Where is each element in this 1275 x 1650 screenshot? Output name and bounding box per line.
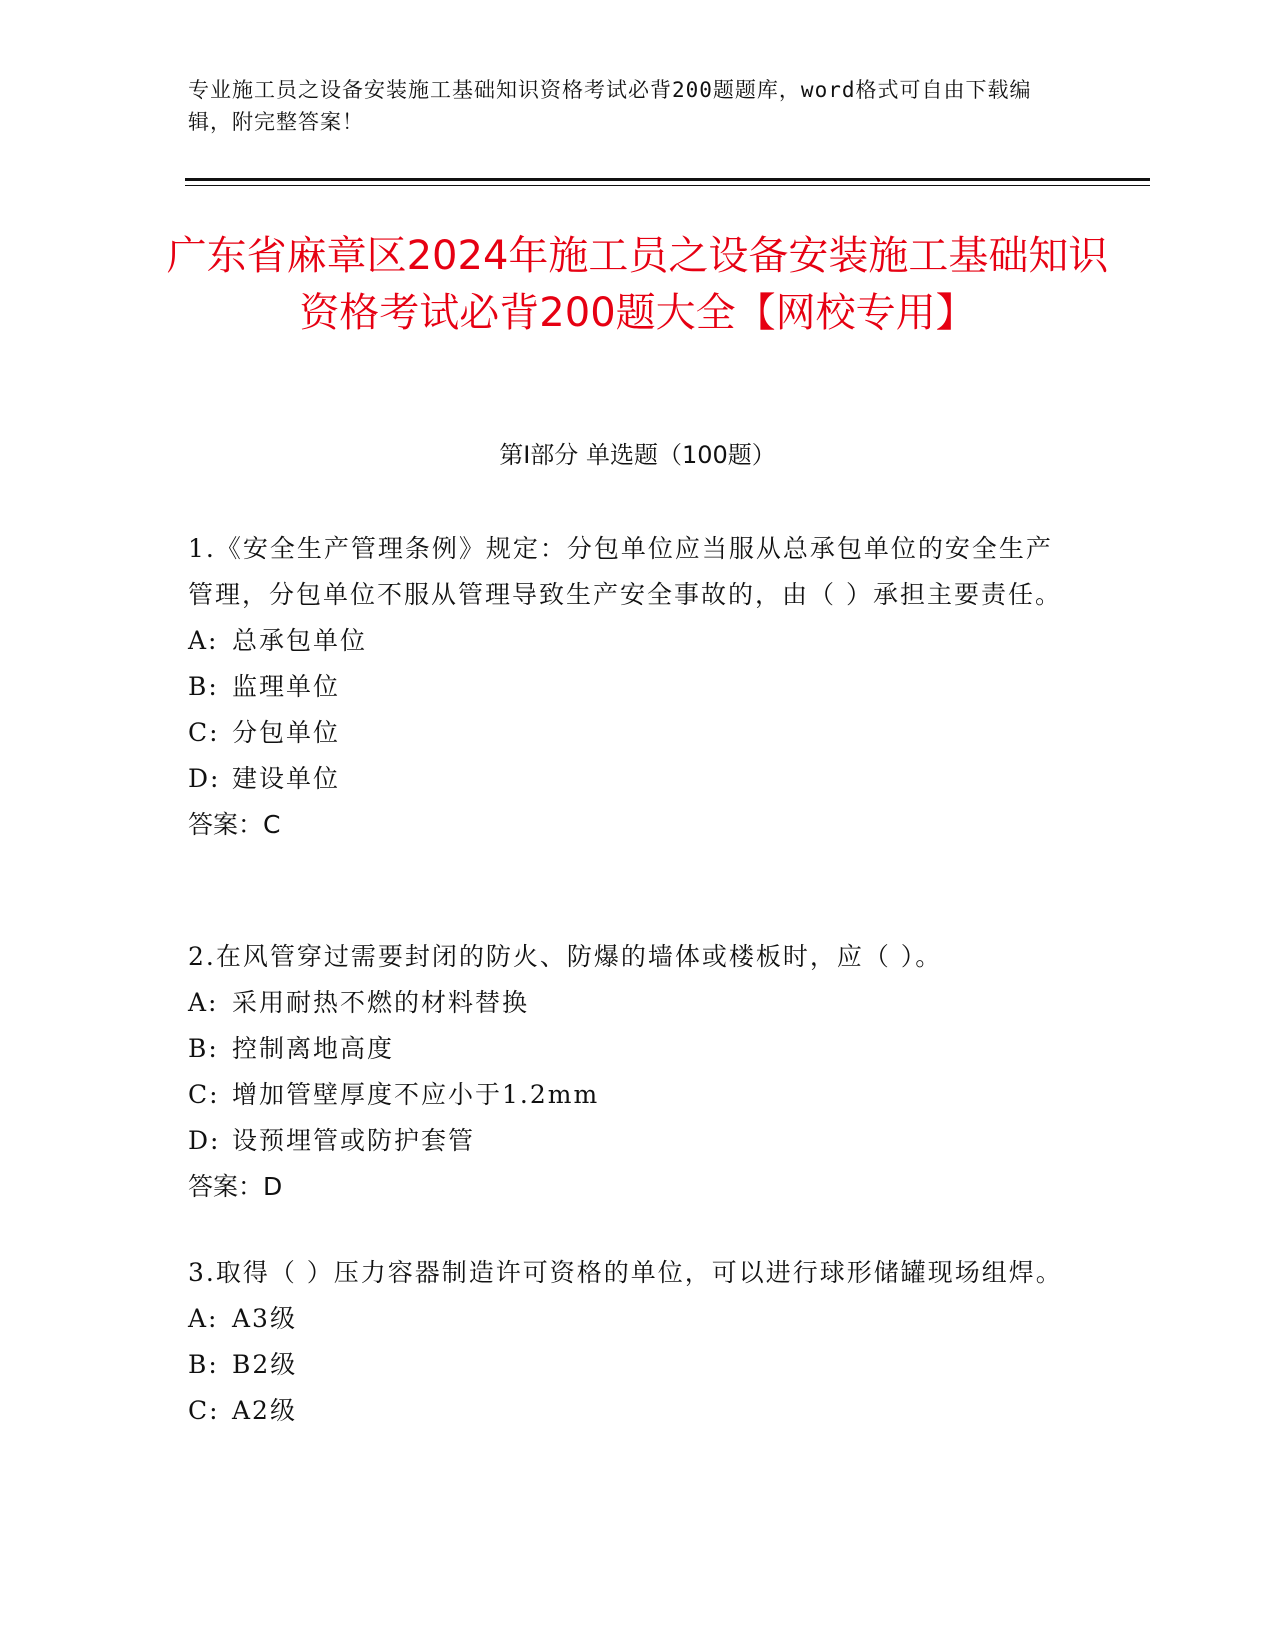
question-3 [188, 1250, 1068, 1434]
option-d [188, 756, 1068, 802]
option-text: 分包单位 [232, 718, 341, 747]
option-text: 建设单位 [232, 764, 341, 793]
option-letter: C: [188, 1080, 220, 1109]
option-text: A2级 [232, 1396, 297, 1425]
option-c [188, 1072, 1068, 1118]
option-text: B2级 [232, 1350, 298, 1379]
option-text: A3级 [232, 1304, 297, 1333]
section-heading: 第Ⅰ部分 单选题（100题） [499, 441, 776, 469]
option-letter: C: [188, 1396, 220, 1425]
option-text: 增加管壁厚度不应小于1.2mm [232, 1080, 600, 1109]
option-c [188, 1388, 1068, 1434]
option-a [188, 1296, 1068, 1342]
option-letter: C: [188, 718, 220, 747]
option-letter: B: [188, 1350, 219, 1379]
option-text: 监理单位 [232, 672, 341, 701]
option-a [188, 618, 1068, 664]
option-b [188, 1342, 1068, 1388]
option-b [188, 1026, 1068, 1072]
header-note: 专业施工员之设备安装施工基础知识资格考试必背200题题库，word格式可自由下载编辑，附完整答案！ [188, 78, 1032, 134]
option-b [188, 664, 1068, 710]
option-text: 总承包单位 [232, 626, 368, 655]
header-divider-thin [185, 185, 1150, 186]
header-divider [185, 178, 1150, 181]
question-1 [188, 526, 1068, 848]
answer: 答案：D [188, 1172, 283, 1201]
question-stem: 2.在风管穿过需要封闭的防火、防爆的墙体或楼板时，应（ ）。 [188, 942, 943, 971]
option-text: 采用耐热不燃的材料替换 [232, 988, 530, 1017]
option-d [188, 1118, 1068, 1164]
option-letter: B: [188, 672, 219, 701]
option-letter: D: [188, 764, 221, 793]
option-a [188, 980, 1068, 1026]
option-c [188, 710, 1068, 756]
option-text: 设预埋管或防护套管 [232, 1126, 476, 1155]
option-letter: A: [188, 988, 219, 1017]
document-title: 广东省麻章区2024年施工员之设备安装施工基础知识资格考试必背200题大全【网校专用】 [166, 233, 1109, 336]
question-stem: 1.《安全生产管理条例》规定：分包单位应当服从总承包单位的安全生产管理，分包单位不服从管理导致生产安全事故的，由（ ）承担主要责任。 [188, 534, 1062, 609]
question-stem: 3.取得（ ）压力容器制造许可资格的单位，可以进行球形储罐现场组焊。 [188, 1258, 1063, 1287]
answer: 答案：C [188, 810, 281, 839]
option-text: 控制离地高度 [232, 1034, 395, 1063]
option-letter: A: [188, 626, 219, 655]
option-letter: B: [188, 1034, 219, 1063]
option-letter: D: [188, 1126, 221, 1155]
option-letter: A: [188, 1304, 219, 1333]
question-2 [188, 934, 1068, 1210]
